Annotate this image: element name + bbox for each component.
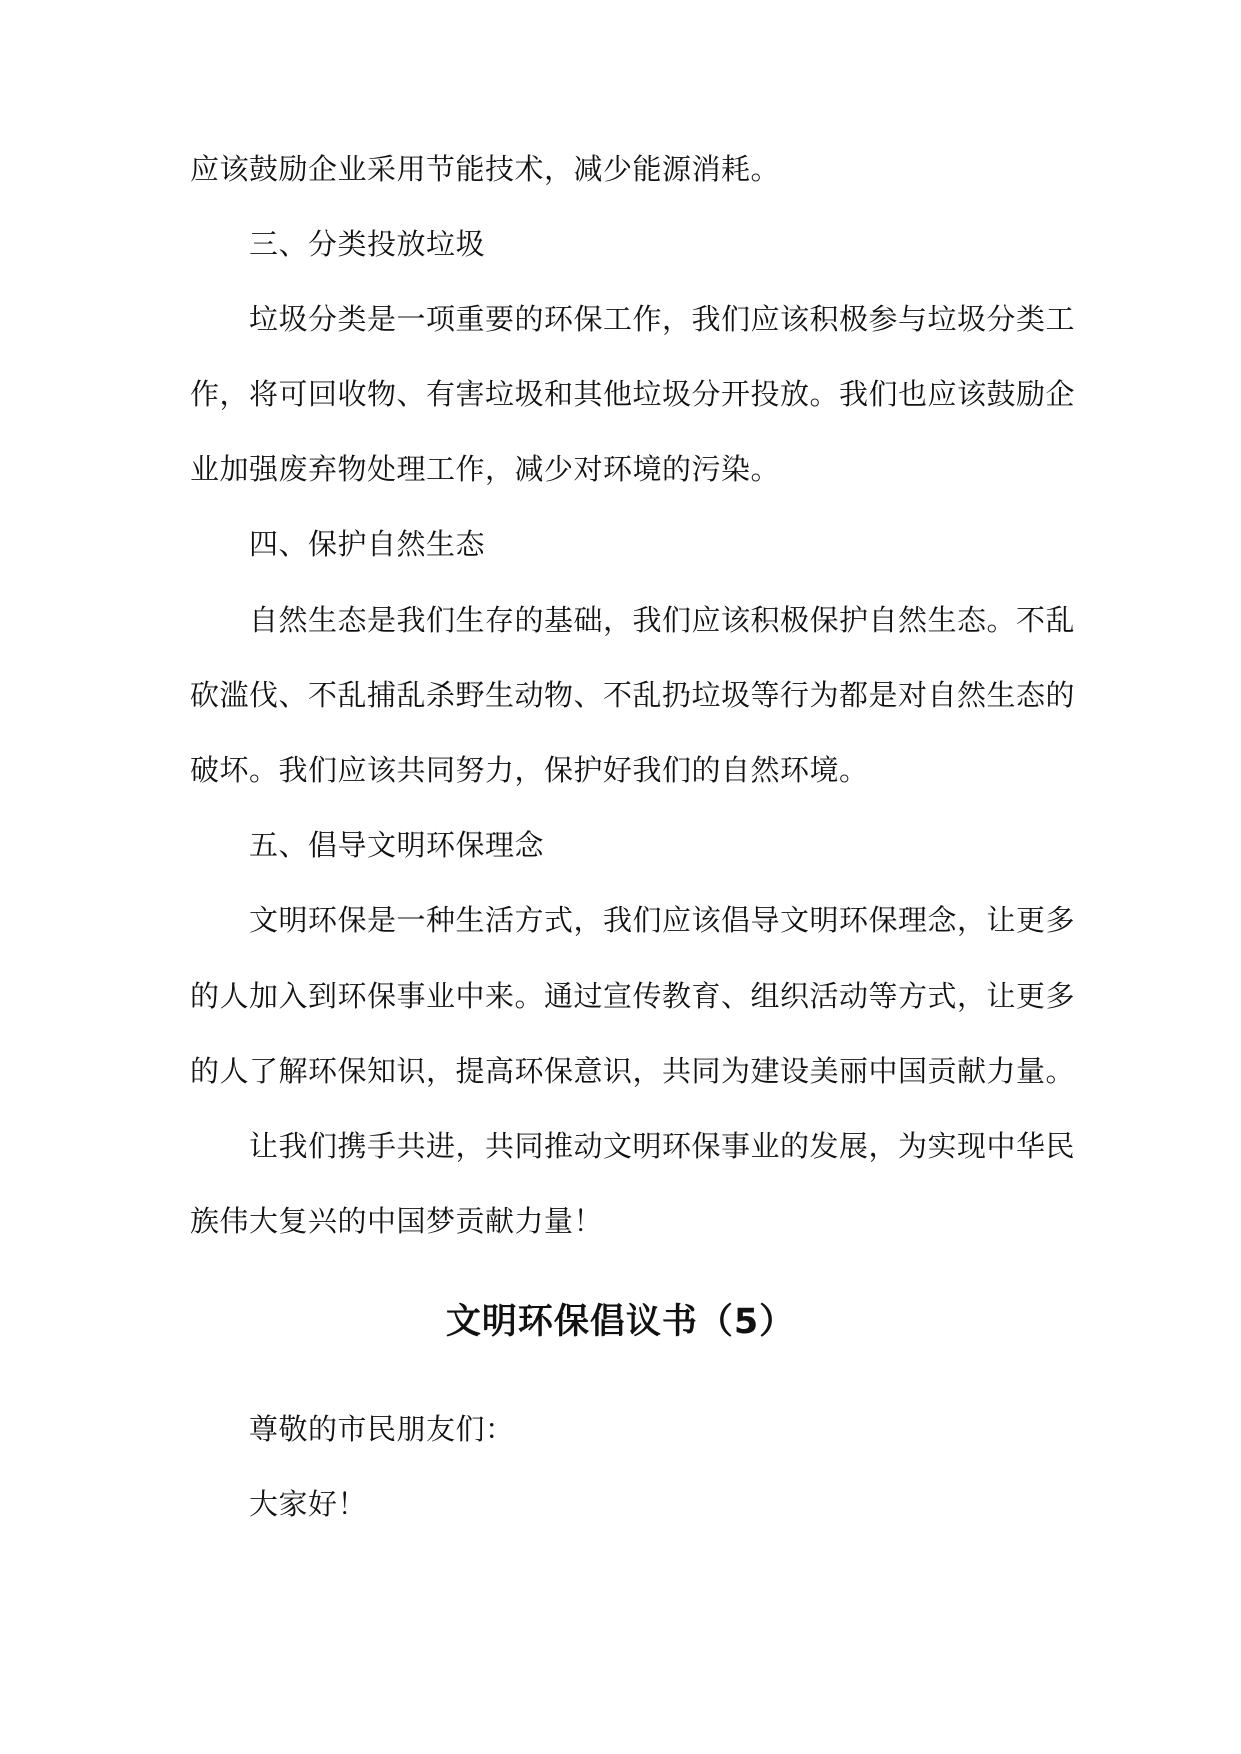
document-title: 文明环保倡议书（5）	[445, 1302, 796, 1342]
section-heading-3: 三、分类投放垃圾	[249, 227, 486, 261]
greeting: 大家好！	[249, 1487, 368, 1521]
section-heading-5: 五、倡导文明环保理念	[249, 828, 545, 862]
paragraph-line: 业加强废弃物处理工作，减少对环境的污染。	[190, 452, 781, 486]
paragraph-line: 垃圾分类是一项重要的环保工作，我们应该积极参与垃圾分类工	[249, 302, 1076, 336]
paragraph-line: 破坏。我们应该共同努力，保护好我们的自然环境。	[190, 753, 869, 787]
paragraph-line: 自然生态是我们生存的基础，我们应该积极保护自然生态。不乱	[249, 603, 1076, 637]
paragraph-line: 的人加入到环保事业中来。通过宣传教育、组织活动等方式，让更多	[190, 979, 1076, 1013]
paragraph-line: 砍滥伐、不乱捕乱杀野生动物、不乱扔垃圾等行为都是对自然生态的	[190, 678, 1076, 712]
section-heading-4: 四、保护自然生态	[249, 527, 486, 561]
paragraph-line: 应该鼓励企业采用节能技术，减少能源消耗。	[190, 152, 781, 186]
paragraph-line: 作，将可回收物、有害垃圾和其他垃圾分开投放。我们也应该鼓励企	[190, 377, 1076, 411]
salutation: 尊敬的市民朋友们：	[249, 1412, 515, 1446]
paragraph-line: 族伟大复兴的中国梦贡献力量！	[190, 1204, 604, 1238]
paragraph-line: 的人了解环保知识，提高环保意识，共同为建设美丽中国贡献力量。	[190, 1054, 1076, 1088]
paragraph-line: 让我们携手共进，共同推动文明环保事业的发展，为实现中华民	[249, 1129, 1076, 1163]
paragraph-line: 文明环保是一种生活方式，我们应该倡导文明环保理念，让更多	[249, 903, 1076, 937]
